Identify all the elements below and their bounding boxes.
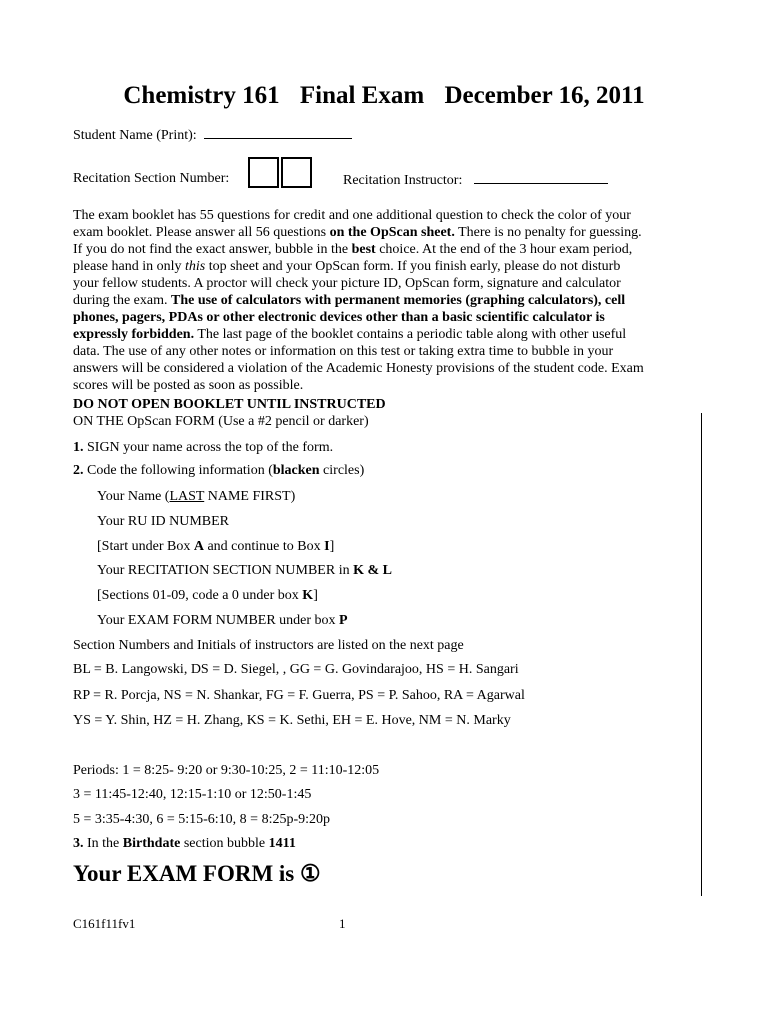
section-digit-box-2[interactable] [281, 157, 312, 188]
recitation-instructor-row [343, 171, 608, 189]
instructor-list-line: BL = B. Langowski, DS = D. Siegel, , GG = G. Govindarajoo, HS = H. Sangari [73, 662, 519, 677]
step-3: 3. In the Birthdate section bubble 1411 [73, 836, 296, 851]
instructions-line: scores will be posted as soon as possible. [73, 378, 304, 393]
instructions-line: expressly forbidden. The last page of the booklet contains a periodic table along with other useful [73, 327, 627, 342]
recitation-instructor-field[interactable] [474, 171, 608, 184]
code-item-box-range: [Start under Box A and continue to Box I] [97, 539, 335, 554]
course-title: Chemistry 161 [123, 82, 280, 109]
instructor-list-line: YS = Y. Shin, HZ = H. Zhang, KS = K. Sethi, EH = E. Hove, NM = N. Marky [73, 713, 511, 728]
step-2-number: 2. [73, 463, 84, 478]
footer-code: C161f11fv1 [73, 916, 136, 931]
step-1 [73, 440, 333, 456]
instructions-line: exam booklet. Please answer all 56 questions on the OpScan sheet. There is no penalty for guessing. [73, 225, 642, 240]
exam-form-notice: Your EXAM FORM is ① [73, 861, 321, 886]
instructions-line: please hand in only this top sheet and your OpScan form. If you finish early, please do not disturb [73, 259, 621, 274]
instructions-line: phones, pagers, PDAs or other electronic devices other than a basic scientific calculator is [73, 310, 605, 325]
student-name-row [73, 126, 352, 144]
section-digit-box-1[interactable] [248, 157, 279, 188]
page-number: 1 [339, 916, 346, 931]
code-item-ruid: Your RU ID NUMBER [97, 514, 229, 529]
recitation-instructor-label: Recitation Instructor: [343, 173, 463, 188]
code-item-name: Your Name (LAST NAME FIRST) [97, 489, 296, 504]
instructor-list-line: RP = R. Porcja, NS = N. Shankar, FG = F. Guerra, PS = P. Sahoo, RA = Agarwal [73, 688, 525, 703]
opscan-heading: ON THE OpScan FORM (Use a #2 pencil or darker) [73, 414, 369, 429]
recitation-section-label: Recitation Section Number: [73, 171, 230, 186]
step-2: 2. Code the following information (blacken circles) [73, 463, 365, 478]
instructions-line: during the exam. The use of calculators with permanent memories (graphing calculators), cell [73, 293, 626, 308]
code-item-recitation: Your RECITATION SECTION NUMBER in K & L [97, 563, 392, 578]
step-1-number: 1. [73, 440, 84, 455]
periods-line: Periods: 1 = 8:25- 9:20 or 9:30-10:25, 2 = 11:10-12:05 [73, 763, 380, 778]
exam-date: December 16, 2011 [444, 82, 645, 109]
code-item-sections: [Sections 01-09, code a 0 under box K] [97, 588, 318, 603]
student-name-field[interactable] [204, 126, 352, 139]
periods-line: 5 = 3:35-4:30, 6 = 5:15-6:10, 8 = 8:25p-9:20p [73, 812, 331, 827]
section-note: Section Numbers and Initials of instructors are listed on the next page [73, 638, 464, 653]
step-3-number: 3. [73, 836, 84, 851]
step-1-text: SIGN your name across the top of the form. [83, 440, 334, 455]
code-item-exam-form: Your EXAM FORM NUMBER under box P [97, 613, 348, 628]
instructions-line: The exam booklet has 55 questions for credit and one additional question to check the color of your [73, 208, 631, 223]
page-title [0, 82, 768, 110]
instructions-paragraph [73, 207, 698, 394]
instructions-line: your fellow students. A proctor will check your picture ID, OpScan form, signature and calculator [73, 276, 621, 291]
periods-line: 3 = 11:45-12:40, 12:15-1:10 or 12:50-1:45 [73, 787, 312, 802]
instructions-line: data. The use of any other notes or information on this test or taking extra time to bubble in your [73, 344, 614, 359]
instructions-line: answers will be considered a violation of the Academic Honesty provisions of the student code. Exam [73, 361, 644, 376]
exam-title: Final Exam [299, 82, 425, 109]
do-not-open-warning: DO NOT OPEN BOOKLET UNTIL INSTRUCTED [73, 397, 386, 412]
instructions-line: If you do not find the exact answer, bubble in the best choice. At the end of the 3 hour exam period, [73, 242, 633, 257]
vertical-divider [701, 413, 702, 896]
student-name-label: Student Name (Print): [73, 128, 197, 143]
